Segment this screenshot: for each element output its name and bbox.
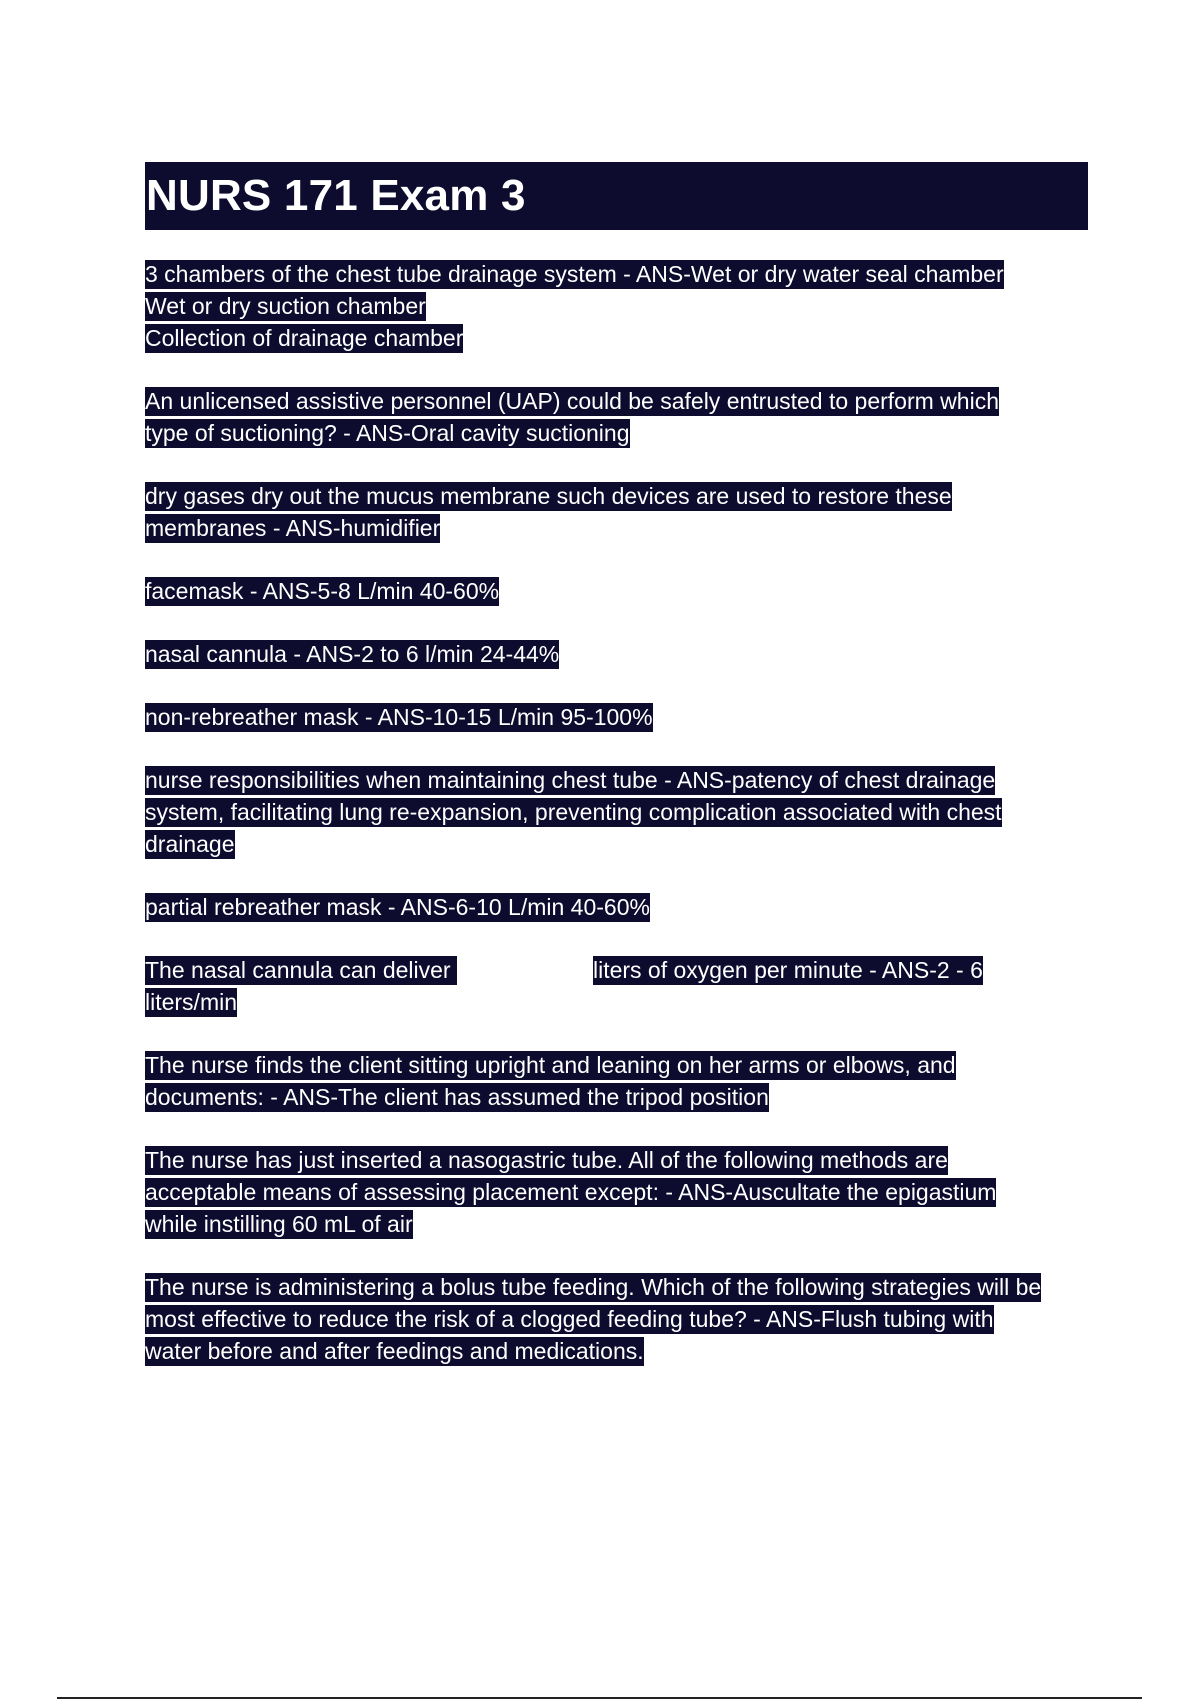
flashcard-item bbox=[145, 764, 1095, 860]
flashcard-text: while instilling 60 mL of air bbox=[145, 1211, 413, 1237]
flashcard-text: drainage bbox=[145, 831, 235, 857]
flashcard-text: Wet or dry suction chamber bbox=[145, 293, 426, 319]
flashcard-text: The nurse is administering a bolus tube feeding. Which of the following strategies will be bbox=[145, 1274, 1042, 1300]
flashcard-item bbox=[145, 891, 1095, 923]
flashcard-text: most effective to reduce the risk of a clogged feeding tube? - ANS-Flush tubing with bbox=[145, 1306, 994, 1332]
flashcard-text: acceptable means of assessing placement except: - ANS-Auscultate the epigastium bbox=[145, 1179, 997, 1205]
flashcard-text: 3 chambers of the chest tube drainage system - ANS-Wet or dry water seal chamber bbox=[145, 261, 1004, 287]
flashcard-text: The nasal cannula can deliver bbox=[145, 957, 457, 983]
flashcard-item bbox=[145, 638, 1095, 670]
flashcard-item bbox=[145, 954, 1095, 1018]
flashcard-text: The nurse has just inserted a nasogastric tube. All of the following methods are bbox=[145, 1147, 948, 1173]
fill-in-blank bbox=[457, 957, 593, 978]
flashcard-item bbox=[145, 480, 1095, 544]
flashcard-item bbox=[145, 1049, 1095, 1113]
flashcard-text: The nurse finds the client sitting upright and leaning on her arms or elbows, and bbox=[145, 1052, 956, 1078]
flashcard-item bbox=[145, 258, 1095, 354]
flashcard-text: system, facilitating lung re-expansion, preventing complication associated with chest bbox=[145, 799, 1002, 825]
flashcard-text: nasal cannula - ANS-2 to 6 l/min 24-44% bbox=[145, 641, 560, 667]
flashcard-item bbox=[145, 1144, 1095, 1240]
flashcard-text: facemask - ANS-5-8 L/min 40-60% bbox=[145, 578, 500, 604]
flashcard-text: liters of oxygen per minute - ANS-2 - 6 bbox=[592, 957, 983, 983]
flashcard-text: An unlicensed assistive personnel (UAP) could be safely entrusted to perform which bbox=[145, 388, 999, 414]
footer-divider bbox=[57, 1697, 1142, 1699]
flashcard-text: Collection of drainage chamber bbox=[145, 325, 464, 351]
flashcard-text: partial rebreather mask - ANS-6-10 L/min 40-60% bbox=[145, 894, 650, 920]
flashcard-text: documents: - ANS-The client has assumed the tripod position bbox=[145, 1084, 769, 1110]
document-page bbox=[145, 162, 1090, 1398]
document-title: NURS 171 Exam 3 bbox=[146, 171, 526, 220]
flashcard-item bbox=[145, 385, 1095, 449]
flashcard-text: water before and after feedings and medications. bbox=[145, 1338, 644, 1364]
flashcard-item bbox=[145, 701, 1095, 733]
flashcard-text: type of suctioning? - ANS-Oral cavity suctioning bbox=[145, 420, 630, 446]
flashcard-list bbox=[145, 258, 1090, 1367]
flashcard-text: dry gases dry out the mucus membrane such devices are used to restore these bbox=[145, 483, 952, 509]
flashcard-text: membranes - ANS-humidifier bbox=[145, 515, 441, 541]
flashcard-item bbox=[145, 1271, 1095, 1367]
flashcard-text: nurse responsibilities when maintaining chest tube - ANS-patency of chest drainage bbox=[145, 767, 996, 793]
flashcard-text: non-rebreather mask - ANS-10-15 L/min 95-100% bbox=[145, 704, 653, 730]
flashcard-item bbox=[145, 575, 1095, 607]
title-banner bbox=[145, 162, 1088, 230]
flashcard-text: liters/min bbox=[145, 989, 238, 1015]
